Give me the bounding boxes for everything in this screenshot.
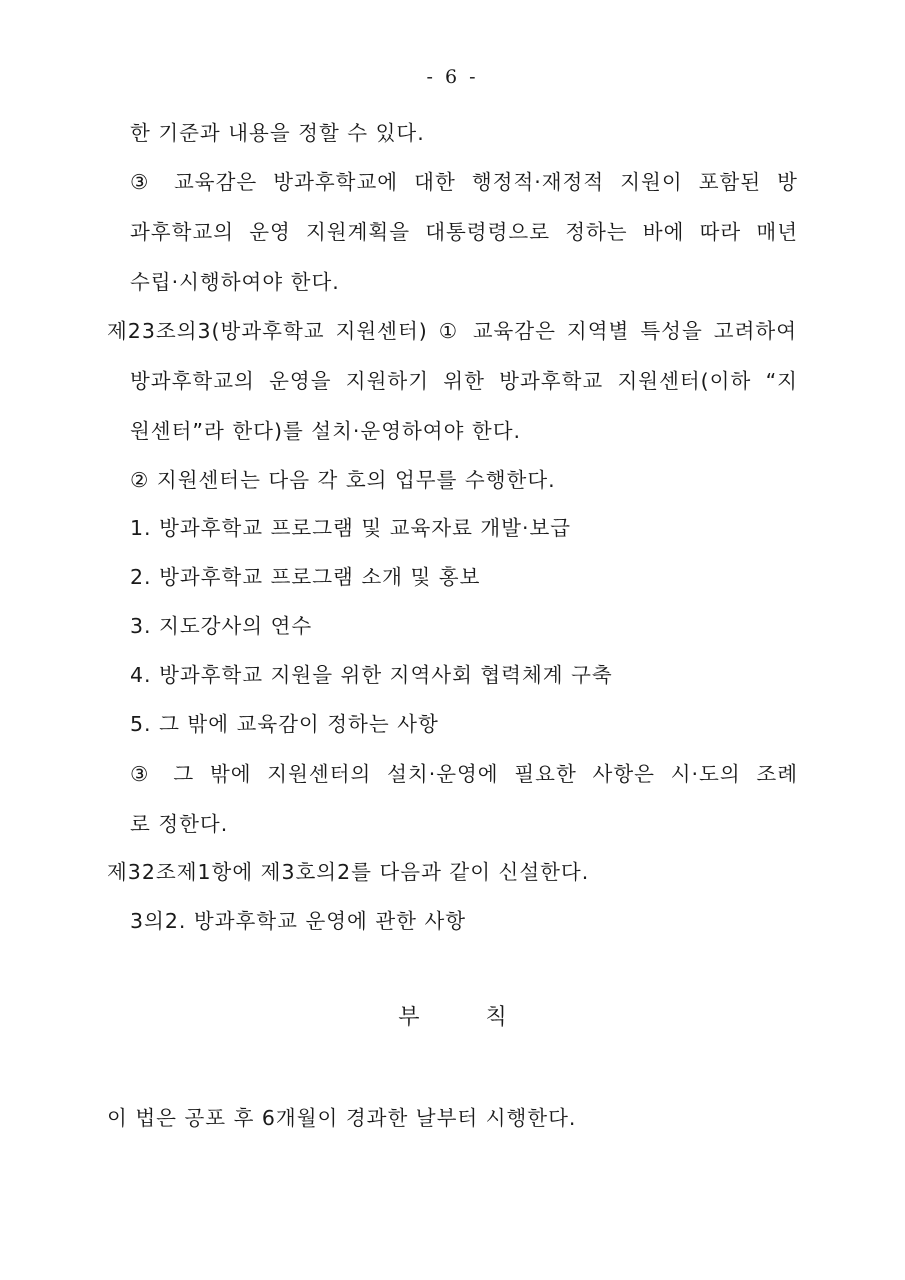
text-line-14: ③ 그 밖에 지원센터의 설치·운영에 필요한 사항은 시·도의 조례 [130,762,798,786]
addendum-text: 이 법은 공포 후 6개월이 경과한 날부터 시행한다. [107,1106,577,1130]
text-line-2: ③ 교육감은 방과후학교에 대한 행정적·재정적 지원이 포함된 방 [130,170,798,194]
text-line-6: 방과후학교의 운영을 지원하기 위한 방과후학교 지원센터(이하 “지 [130,369,798,393]
list-item-4: 4. 방과후학교 지원을 위한 지역사회 협력체계 구축 [130,663,613,687]
addendum-heading [0,1004,905,1032]
text-line-3: 과후학교의 운영 지원계획을 대통령령으로 정하는 바에 따라 매년 [130,220,798,244]
text-line-8: ② 지원센터는 다음 각 호의 업무를 수행한다. [130,468,556,492]
article-23-3-heading-line: 제23조의3(방과후학교 지원센터) ① 교육감은 지역별 특성을 고려하여 [107,319,797,343]
page-number: - 6 - [426,66,479,88]
list-item-5: 5. 그 밖에 교육감이 정하는 사항 [130,712,439,736]
list-item-2: 2. 방과후학교 프로그램 소개 및 홍보 [130,565,481,589]
article-32-amendment-line: 제32조제1항에 제3호의2를 다음과 같이 신설한다. [107,860,590,884]
text-line-17: 3의2. 방과후학교 운영에 관한 사항 [130,909,467,933]
text-line-15: 로 정한다. [130,812,229,836]
text-line-7: 원센터”라 한다)를 설치·운영하여야 한다. [130,419,522,443]
list-item-3: 3. 지도강사의 연수 [130,614,313,638]
addendum-heading-right: 칙 [485,1005,507,1030]
addendum-heading-left: 부 [398,1005,420,1030]
text-line-1: 한 기준과 내용을 정할 수 있다. [130,121,425,145]
list-item-1: 1. 방과후학교 프로그램 및 교육자료 개발·보급 [130,516,572,540]
text-line-4: 수립·시행하여야 한다. [130,270,340,294]
